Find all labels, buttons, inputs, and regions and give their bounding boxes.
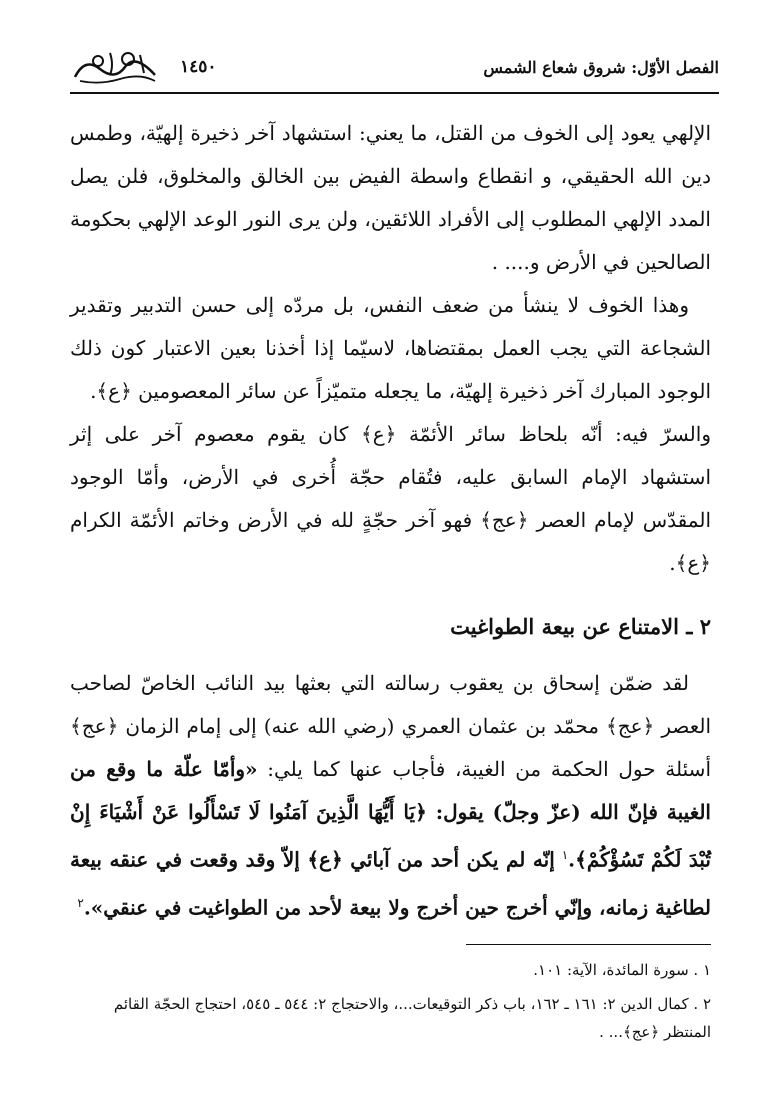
- header-divider: [70, 92, 719, 94]
- footnote-ref-1[interactable]: ١: [561, 848, 569, 862]
- paragraph: وهذا الخوف لا ينشأ من ضعف النفس، بل مردّه إلى حسن التدبير وتقدير الشجاعة التي يجب العمل بمقتضاها، لاسيّما إذا أخذنا بعين الاعتبار كون ذلك الوجود المبارك آخر ذخيرة إلهيّة، ما يجعله متميّزاً عن سائر المعصومين ﴿ع﴾.: [70, 293, 711, 403]
- paragraph-quotation: [70, 662, 711, 929]
- main-text: [70, 112, 711, 929]
- quote-part-2: إنّه لم يكن أحد من آبائي ﴿ع﴾ إلاّ وقد وقعت في عنقه بيعة لطاغية زمانه، وإنّي أخرج حين أخرج ولا بيعة لأحد من الطواغيت في عنقي».: [70, 847, 711, 920]
- quote-part-1: «وأمّا علّة ما وقع من الغيبة فإنّ الله (عزّ وجلّ) يقول: ﴿يَا أَيُّهَا الَّذِينَ آمَنُوا لَا تَسْأَلُوا عَنْ أَشْيَاءَ إِنْ تُبْدَ لَكُمْ تَسُؤْكُمْ﴾.: [70, 757, 711, 872]
- paragraph: الإلهي يعود إلى الخوف من القتل، ما يعني: استشهاد آخر ذخيرة إلهيّة، وطمس دين الله الحقيقي، و انقطاع واسطة الفيض بين الخالق والمخلوق، فلن يصل المدد الإلهي المطلوب إلى الأفراد اللائقين، ولن يرى النور الوعد الإلهي بحكومة الصالحين في الأرض و.... .: [70, 121, 711, 274]
- running-header: [70, 45, 719, 89]
- paragraph-intro: لقد ضمّن إسحاق بن يعقوب رسالته التي بعثها بيد النائب الخاصّ لصاحب العصر ﴿عج﴾ محمّد بن عثمان العمري (رضي الله عنه) إلى إمام الزمان ﴿عج﴾ أسئلة حول الحكمة من الغيبة، فأجاب عنها كما يلي:: [70, 671, 711, 781]
- footnote-1: ١ . سورة المائدة، الآية: ١٠١.: [533, 961, 711, 979]
- footnotes: [70, 956, 711, 1052]
- header-left-group: [70, 47, 217, 87]
- footnote-divider: [466, 944, 711, 945]
- chapter-title: الفصل الأوّل: شروق شعاع الشمس: [483, 57, 719, 77]
- section-heading: ٢ ـ الامتناع عن بيعة الطواغيت: [450, 614, 711, 639]
- calligraphy-ornament-icon: [70, 47, 160, 87]
- paragraph: والسرّ فيه: أنّه بلحاظ سائر الأئمّة ﴿ع﴾ كان يقوم معصوم آخر على إثر استشهاد الإمام السابق عليه، فتُقام حجّة أُخرى في الأرض، وأمّا الوجود المقدّس لإمام العصر ﴿عج﴾ فهو آخر حجّةٍ لله في الأرض وخاتم الأئمّة الكرام ﴿ع﴾.: [70, 422, 711, 575]
- page-number: ١٤٥٠: [180, 57, 217, 77]
- footnote-ref-2[interactable]: ٢: [77, 895, 84, 910]
- footnote-2: ٢ . كمال الدين ٢: ١٦١ ـ ١٦٢، باب ذكر التوقيعات...، والاحتجاج ٢: ٥٤٤ ـ ٥٤٥، احتجاج الحجّة القائم المنتظر ﴿عج﴾... .: [113, 995, 711, 1041]
